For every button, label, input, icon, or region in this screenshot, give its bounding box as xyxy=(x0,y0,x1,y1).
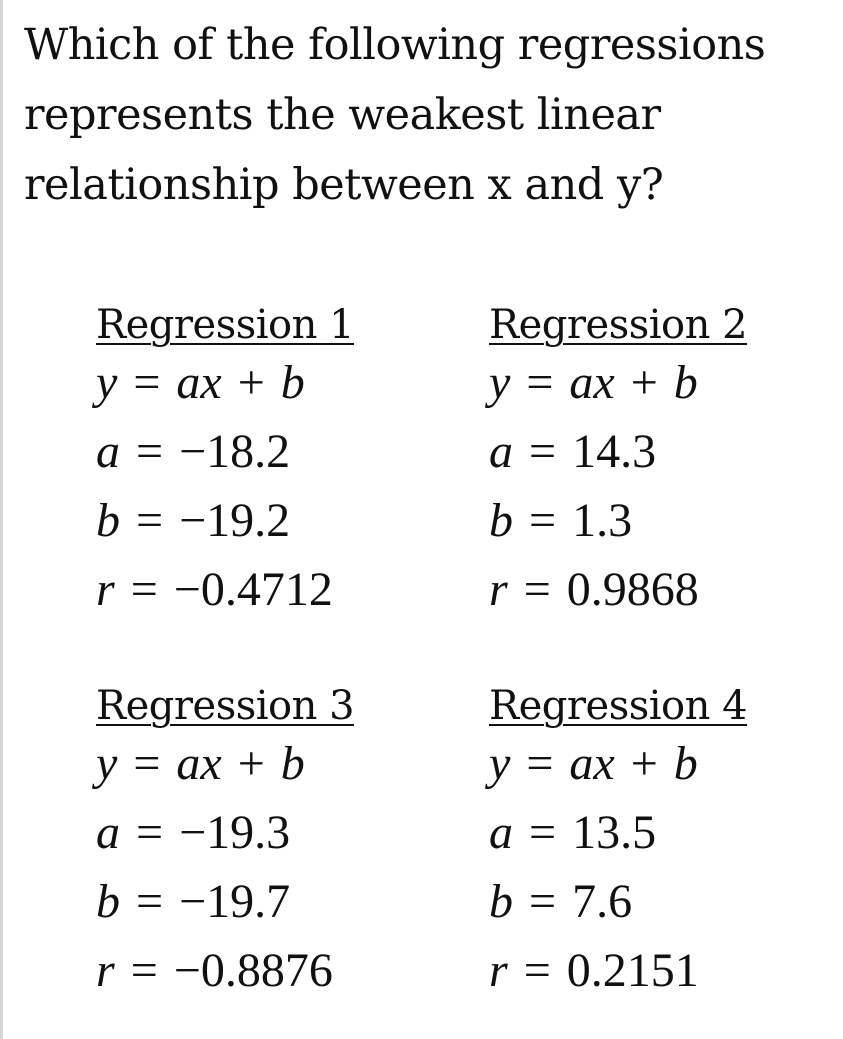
slope-value: 14.3 xyxy=(572,425,657,478)
question-text: Which of the following regressions represents the weakest linear relationship between x and y? xyxy=(24,20,766,210)
plus-sign: + xyxy=(237,356,265,409)
equals-sign: = xyxy=(526,356,554,409)
regression-title: Regression 1 xyxy=(96,302,355,348)
equation-term-b: b xyxy=(673,356,698,409)
left-border xyxy=(0,0,3,1039)
equals-sign: = xyxy=(130,563,158,616)
slope-row xyxy=(96,417,456,486)
correlation-symbol: r xyxy=(96,563,115,616)
plus-sign: + xyxy=(237,737,265,790)
slope-symbol: a xyxy=(489,425,513,478)
equals-sign: = xyxy=(136,875,164,928)
equals-sign: = xyxy=(529,806,557,859)
regression-title: Regression 2 xyxy=(489,302,748,348)
equation-lhs: y xyxy=(96,356,118,409)
intercept-value: −19.7 xyxy=(179,875,291,928)
intercept-row xyxy=(489,867,843,936)
equation-row xyxy=(96,729,456,798)
equation-lhs: y xyxy=(489,356,511,409)
slope-value: −19.3 xyxy=(179,806,291,859)
intercept-row xyxy=(489,486,843,555)
intercept-symbol: b xyxy=(96,494,120,547)
equals-sign: = xyxy=(523,944,551,997)
intercept-value: 1.3 xyxy=(572,494,633,547)
plus-sign: + xyxy=(630,737,658,790)
equation-term-ax: ax xyxy=(176,737,222,790)
correlation-symbol: r xyxy=(96,944,115,997)
equation-row xyxy=(489,348,843,417)
plus-sign: + xyxy=(630,356,658,409)
equation-term-b: b xyxy=(280,356,305,409)
intercept-value: −19.2 xyxy=(179,494,291,547)
correlation-symbol: r xyxy=(489,944,508,997)
regression-block-1 xyxy=(96,302,456,624)
equation-row xyxy=(489,729,843,798)
regression-title: Regression 4 xyxy=(489,683,748,729)
correlation-row xyxy=(489,555,843,624)
slope-value: −18.2 xyxy=(179,425,291,478)
correlation-row xyxy=(96,936,456,1005)
correlation-value: 0.9868 xyxy=(566,563,699,616)
correlation-value: −0.4712 xyxy=(173,563,333,616)
equation-term-b: b xyxy=(673,737,698,790)
slope-row xyxy=(489,798,843,867)
correlation-row xyxy=(96,555,456,624)
slope-symbol: a xyxy=(96,425,120,478)
equals-sign: = xyxy=(526,737,554,790)
equals-sign: = xyxy=(133,356,161,409)
slope-symbol: a xyxy=(489,806,513,859)
equation-row xyxy=(96,348,456,417)
regression-block-3 xyxy=(96,683,456,1005)
equals-sign: = xyxy=(133,737,161,790)
equation-lhs: y xyxy=(489,737,511,790)
equals-sign: = xyxy=(130,944,158,997)
equation-term-ax: ax xyxy=(176,356,222,409)
equals-sign: = xyxy=(136,494,164,547)
slope-row xyxy=(96,798,456,867)
intercept-symbol: b xyxy=(96,875,120,928)
equals-sign: = xyxy=(136,425,164,478)
intercept-symbol: b xyxy=(489,875,513,928)
regression-block-2 xyxy=(489,302,843,624)
equals-sign: = xyxy=(529,425,557,478)
correlation-symbol: r xyxy=(489,563,508,616)
correlation-value: 0.2151 xyxy=(566,944,699,997)
slope-value: 13.5 xyxy=(572,806,657,859)
equals-sign: = xyxy=(136,806,164,859)
regression-title: Regression 3 xyxy=(96,683,355,729)
correlation-row xyxy=(489,936,843,1005)
equals-sign: = xyxy=(529,494,557,547)
equation-term-ax: ax xyxy=(569,737,615,790)
intercept-value: 7.6 xyxy=(572,875,633,928)
slope-symbol: a xyxy=(96,806,120,859)
intercept-symbol: b xyxy=(489,494,513,547)
equation-term-ax: ax xyxy=(569,356,615,409)
intercept-row xyxy=(96,486,456,555)
intercept-row xyxy=(96,867,456,936)
equation-lhs: y xyxy=(96,737,118,790)
equals-sign: = xyxy=(523,563,551,616)
slope-row xyxy=(489,417,843,486)
regression-block-4 xyxy=(489,683,843,1005)
equals-sign: = xyxy=(529,875,557,928)
equation-term-b: b xyxy=(280,737,305,790)
correlation-value: −0.8876 xyxy=(173,944,333,997)
